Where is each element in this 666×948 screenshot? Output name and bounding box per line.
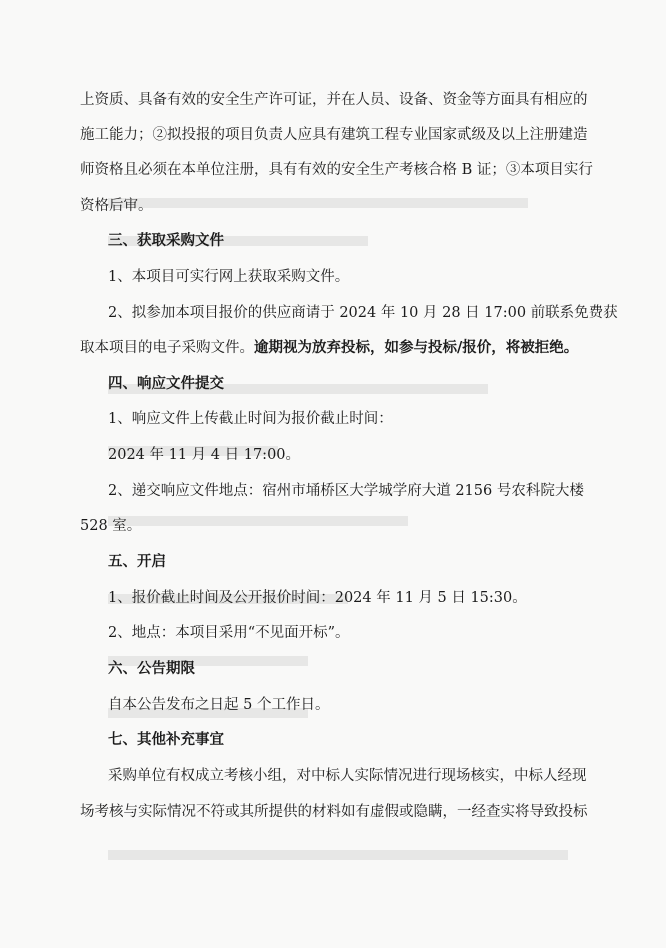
submit-deadline: 2024 年 11 月 4 日 17:00。 (108, 447, 301, 463)
section-heading-opening: 五、开启 (108, 553, 166, 570)
obtain-item-2-line-2 (80, 338, 578, 358)
other-matters-line-2: 场考核与实际情况不符或其所提供的材料如有虚假或隐瞒，一经查实将导致投标 (80, 804, 588, 820)
obtain-item-2-line-1: 2、拟参加本项目报价的供应商请于 2024 年 10 月 28 日 17:00 前联系免费获 (108, 305, 618, 321)
qualification-line-3: 师资格且必须在本单位注册，具有有效的安全生产考核合格 B 证；③本项目实行 (80, 162, 593, 178)
obtain-item-2-text: 取本项目的电子采购文件。 (80, 340, 254, 356)
qualification-line-1: 上资质、具备有效的安全生产许可证，并在人员、设备、资金等方面具有相应的 (80, 92, 588, 108)
section-heading-other-matters: 七、其他补充事宜 (108, 731, 224, 748)
notice-period-text: 自本公告发布之日起 5 个工作日。 (108, 697, 330, 713)
other-matters-line-1: 采购单位有权成立考核小组，对中标人实际情况进行现场核实，中标人经现 (108, 768, 587, 784)
section-heading-submit-response: 四、响应文件提交 (108, 375, 224, 392)
submit-item-2-line-1: 2、递交响应文件地点：宿州市埇桥区大学城学府大道 2156 号农科院大楼 (108, 483, 584, 499)
reject-warning: 逾期视为放弃投标，如参与投标/报价，将被拒绝。 (254, 339, 579, 356)
section-heading-notice-period: 六、公告期限 (108, 660, 195, 677)
submit-item-1: 1、响应文件上传截止时间为报价截止时间： (108, 411, 393, 427)
qualification-line-2: 施工能力；②拟投报的项目负责人应具有建筑工程专业国家贰级及以上注册建造 (80, 127, 588, 143)
bleed-through-mark (108, 516, 408, 526)
opening-item-1: 1、报价截止时间及公开报价时间：2024 年 11 月 5 日 15:30。 (108, 590, 527, 606)
bleed-through-mark (108, 198, 528, 208)
qualification-line-4: 资格后审。 (80, 198, 153, 214)
opening-item-2: 2、地点：本项目采用“不见面开标”。 (108, 625, 350, 641)
submit-item-2-line-2: 528 室。 (80, 518, 142, 534)
obtain-item-1: 1、本项目可实行网上获取采购文件。 (108, 269, 350, 285)
bleed-through-mark (108, 850, 568, 860)
section-heading-obtain-documents: 三、获取采购文件 (108, 232, 224, 249)
